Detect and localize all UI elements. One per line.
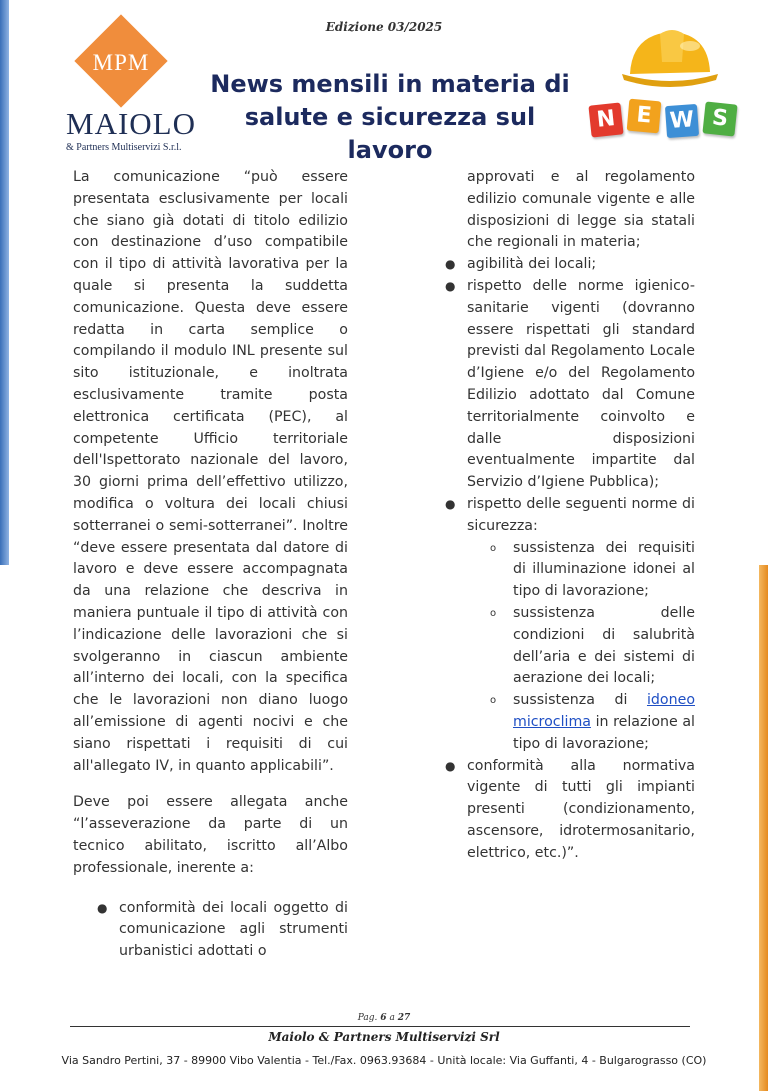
list-item: ● agibilità dei locali; [445, 256, 597, 273]
news-letter-n: N [588, 102, 623, 137]
company-logo [62, 22, 196, 153]
logo-subtitle: & Partners Multiservizi S.r.l. [66, 142, 182, 153]
right-column [445, 167, 695, 865]
footer-divider [70, 1026, 690, 1027]
requirements-list-continued [445, 254, 695, 864]
left-edge-bar [0, 0, 9, 565]
footer-company: Maiolo & Partners Multiservizi Srl [268, 1030, 500, 1044]
sub-list-item: o sussistenza di idoneo microclima in relazione al tipo di lavorazione; [490, 692, 695, 752]
sub-list-item: o sussistenza delle condizioni di salubrità dell’aria e dei sistemi di aerazione dei locali; [490, 604, 695, 687]
logo-name: MAIOLO [66, 106, 196, 141]
list-item: ● conformità alla normativa vigente di tutti gli impianti presenti (condizionamento, ascensore, idrotermosanitario, elettrico, etc.)”. [445, 757, 695, 861]
news-letter-e: E [627, 99, 662, 134]
news-letter-w: W [665, 104, 699, 138]
news-blocks [588, 100, 738, 138]
left-column [73, 167, 348, 963]
list-item-continuation: approvati e al regolamento edilizio comunale vigente e alle disposizioni di legge sia statali che regionali in materia; [467, 169, 695, 251]
page-title [210, 68, 570, 167]
safety-sublist [467, 538, 695, 756]
news-letter-s: S [702, 101, 737, 136]
list-item: ● conformità dei locali oggetto di comunicazione agli strumenti urbanistici adottati o [97, 899, 348, 960]
list-item: ● rispetto delle norme igienico-sanitarie vigenti (dovranno essere rispettati gli standard previsti dal Regolamento Locale d’Igiene e/o del Regolamento Edilizio adottato dal Comune territorialmente coinvolto e dalle disposizioni eventualmente impartite dal Servizio d’Igiene Pubblica); [445, 277, 695, 491]
hard-hat-icon [620, 22, 720, 92]
sub-list-item: o sussistenza dei requisiti di illuminazione idonei al tipo di lavorazione; [490, 539, 695, 600]
microclimate-link[interactable]: idoneo microclima [513, 692, 695, 730]
title-line-2: salute e sicurezza sul lavoro [244, 103, 536, 164]
page-number: Pag. 6 a 27 [357, 1013, 411, 1023]
requirements-list [73, 898, 348, 963]
body-paragraph-1: La comunicazione “può essere presentata esclusivamente per locali che siano già dotati di titolo edilizio con destinazione d’uso compatibile con il tipo di attività lavorativa per la quale si presenta la suddetta comunicazione. Questa deve essere redatta in carta semplice o compilando il modulo INL presente sul sito istituzionale, e inoltrata esclusivamente tramite posta elettronica certificata (PEC), al competente Ufficio territoriale dell'Ispettorato nazionale del lavoro, 30 giorni prima dell’effettivo utilizzo, modifica o voltura dei locali chiusi sotterranei o semi-sotterranei”. Inoltre “deve essere presentata dal datore di lavoro e deve essere accompagnata da una relazione che descriva in maniera puntuale il tipo di attività con l’indicazione delle lavorazioni che si svolgeranno in ciascun ambiente all’interno dei locali, con la specifica che le lavorazioni non diano luogo all’emissione di agenti nocivi e che siano rispettati i requisiti di cui all'allegato IV, in quanto applicabili”. [73, 169, 348, 774]
title-line-1: News mensili in materia di [210, 70, 570, 98]
logo-mark: MPM [92, 50, 150, 75]
edition-label: Edizione 03/2025 [325, 20, 443, 34]
body-paragraph-2: Deve poi essere allegata anche “l’asseverazione da parte di un tecnico abilitato, iscritto all’Albo professionale, inerente a: [73, 794, 348, 876]
list-item: ● rispetto delle seguenti norme di sicurezza: o sussistenza dei requisiti di illuminazione idonei al tipo di lavorazione; o sussistenza delle condizioni di salubrità dell’aria e dei sistemi di aerazione dei locali; o sussistenza di idoneo microclima in relazione al tipo di lavorazione; [467, 494, 695, 756]
footer-address: Via Sandro Pertini, 37 - 89900 Vibo Valentia - Tel./Fax. 0963.93684 - Unità locale: Via Guffanti, 4 - Bulgarograsso (CO) [61, 1054, 707, 1067]
